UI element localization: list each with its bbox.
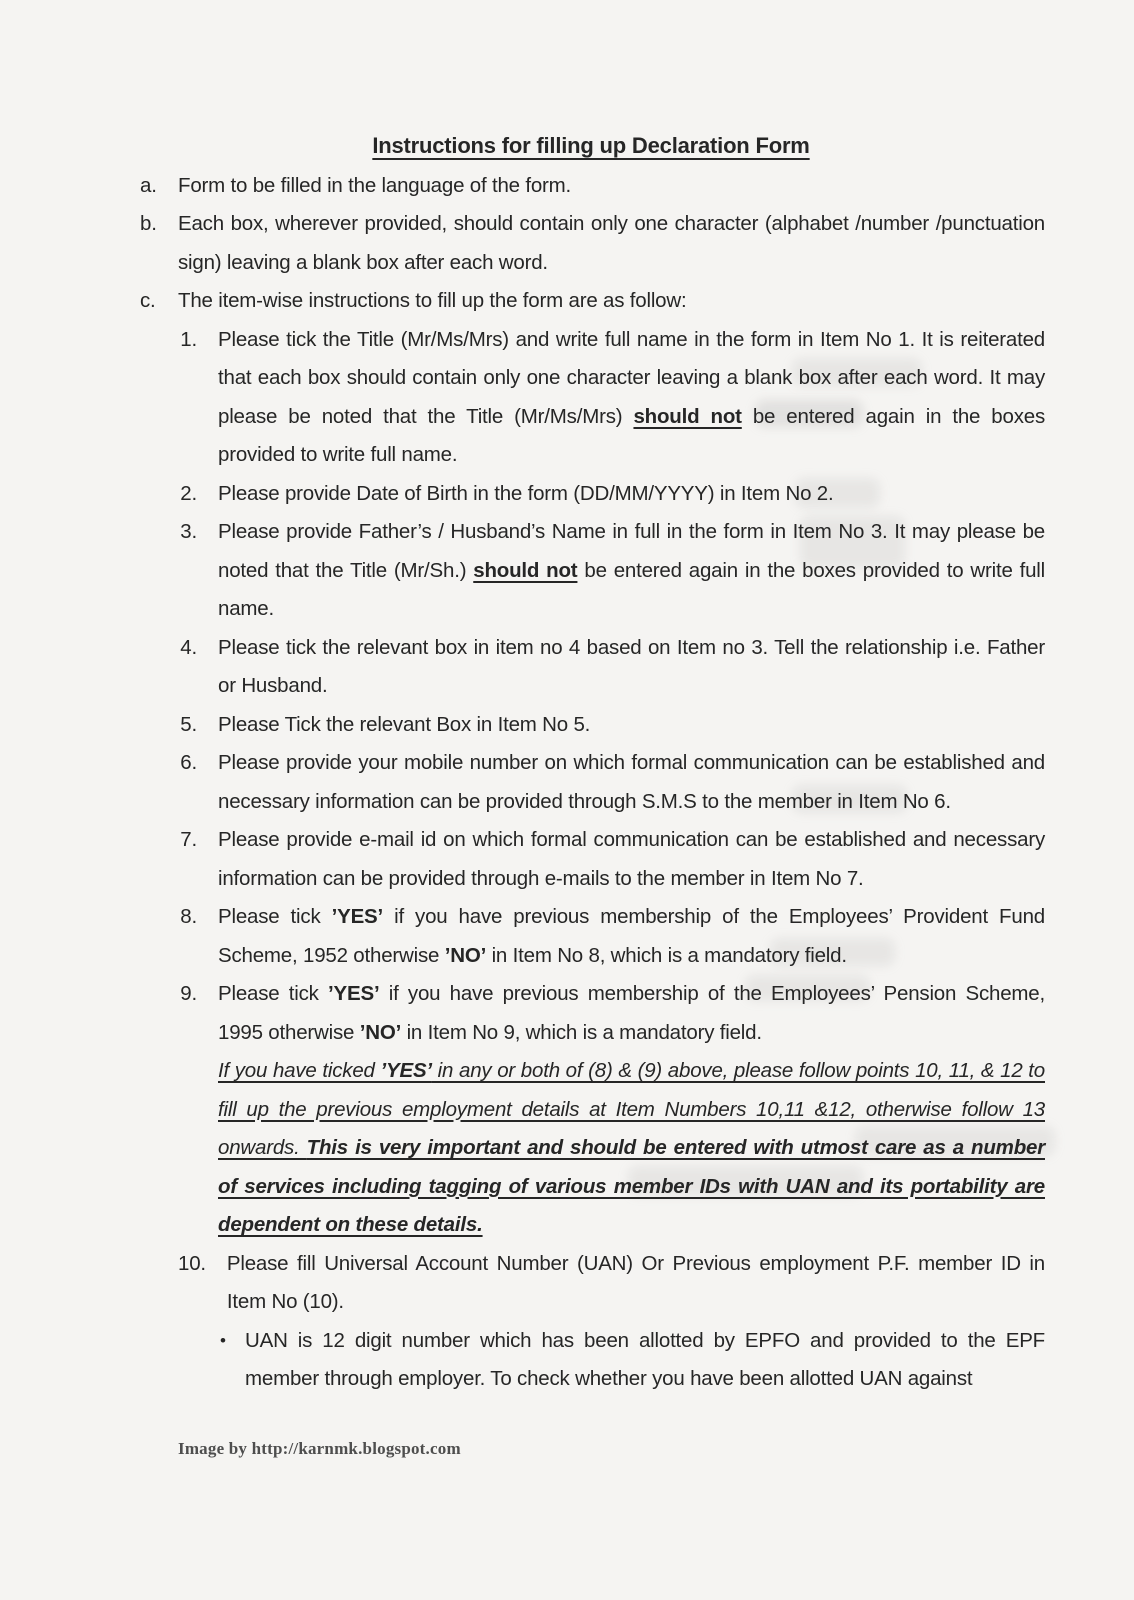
instruction-item-3 bbox=[178, 513, 1045, 629]
list-marker-6: 6. bbox=[180, 751, 197, 774]
list-marker-4: 4. bbox=[180, 635, 197, 659]
instruction-item-c bbox=[137, 282, 1045, 321]
title-line bbox=[137, 127, 1045, 167]
instruction-text-4: Please tick the relevant box in item no 4 based on Item no 3. Tell the relationship i.e. Father or Husband. bbox=[218, 635, 1045, 697]
instruction-text-1: Please tick the Title (Mr/Ms/Mrs) and write full name in the form in Item No 1. It is reiterated that each box should contain only one character leaving a blank box after each word. It may please be noted that the Title (Mr/Ms/Mrs) should not be entered again in the boxes provided to write full name. bbox=[218, 327, 1045, 466]
list-marker-7: 7. bbox=[180, 828, 197, 851]
instruction-item-6 bbox=[178, 744, 1045, 821]
list-marker-a: a. bbox=[140, 173, 157, 197]
instruction-item-5 bbox=[178, 706, 1045, 745]
bullet-text-uan: UAN is 12 digit number which has been allotted by EPFO and provided to the EPF member through employer. To check whether you have been allotted UAN against bbox=[245, 1328, 1045, 1390]
page-title: Instructions for filling up Declaration Form bbox=[372, 133, 810, 158]
instruction-item-4 bbox=[178, 629, 1045, 706]
instruction-item-9 bbox=[178, 975, 1045, 1052]
instruction-item-2 bbox=[178, 475, 1045, 514]
instruction-text-5: Please Tick the relevant Box in Item No 5. bbox=[218, 712, 591, 736]
list-marker-1: 1. bbox=[180, 327, 197, 351]
instruction-text-c: The item-wise instructions to fill up the form are as follow: bbox=[178, 289, 687, 312]
instruction-text-a: Form to be filled in the language of the form. bbox=[178, 173, 572, 197]
instruction-text-b: Each box, wherever provided, should contain only one character (alphabet /number /punctuation sign) leaving a blank box after each word. bbox=[178, 212, 1045, 274]
list-marker-b: b. bbox=[140, 212, 157, 235]
instruction-text-7: Please provide e-mail id on which formal communication can be established and necessary information can be provided through e-mails to the member in Item No 7. bbox=[218, 828, 1045, 890]
list-marker-9: 9. bbox=[180, 982, 197, 1005]
bullet-icon: • bbox=[220, 1330, 226, 1350]
instruction-item-b bbox=[137, 205, 1045, 282]
instruction-text-2: Please provide Date of Birth in the form (DD/MM/YYYY) in Item No 2. bbox=[218, 481, 834, 505]
instruction-text-6: Please provide your mobile number on which formal communication can be established and necessary information can be provided through S.M.S to the member in Item No 6. bbox=[218, 751, 1045, 813]
bullet-item-uan bbox=[218, 1322, 1045, 1399]
important-note: If you have ticked ’YES’ in any or both of (8) & (9) above, please follow points 10, 11, & 12 to fill up the previous employment details at Item Numbers 10,11 &12, otherwise follow 13 onwards. This is very important and should be entered with utmost care as a number of services including tagging of various member IDs with UAN and its portability are dependent on these details. bbox=[218, 1059, 1045, 1236]
list-marker-8: 8. bbox=[180, 905, 197, 928]
list-marker-10: 10. bbox=[178, 1251, 206, 1275]
instruction-item-7 bbox=[178, 821, 1045, 898]
instruction-text-9: Please tick ’YES’ if you have previous membership of the Employees’ Pension Scheme, 1995 otherwise ’NO’ in Item No 9, which is a mandatory field. bbox=[218, 982, 1045, 1044]
instruction-text-10: Please fill Universal Account Number (UAN) Or Previous employment P.F. member ID in Item No (10). bbox=[226, 1251, 1045, 1313]
instruction-text-3: Please provide Father’s / Husband’s Name in full in the form in Item No 3. It may please be noted that the Title (Mr/Sh.) should not be entered again in the boxes provided to write full name. bbox=[218, 520, 1045, 620]
list-marker-2: 2. bbox=[180, 481, 197, 505]
watermark-credit: Image by http://karnmk.blogspot.com bbox=[178, 1439, 461, 1458]
instruction-item-a bbox=[137, 167, 1045, 206]
list-marker-c: c. bbox=[140, 289, 156, 312]
instruction-item-10 bbox=[178, 1245, 1045, 1322]
instruction-item-8 bbox=[178, 898, 1045, 975]
instruction-item-1 bbox=[178, 321, 1045, 475]
list-marker-5: 5. bbox=[180, 712, 197, 736]
document-content bbox=[137, 127, 1045, 1399]
list-marker-3: 3. bbox=[180, 520, 197, 543]
instruction-text-8: Please tick ’YES’ if you have previous membership of the Employees’ Provident Fund Scheme, 1952 otherwise ’NO’ in Item No 8, which is a mandatory field. bbox=[218, 905, 1045, 967]
